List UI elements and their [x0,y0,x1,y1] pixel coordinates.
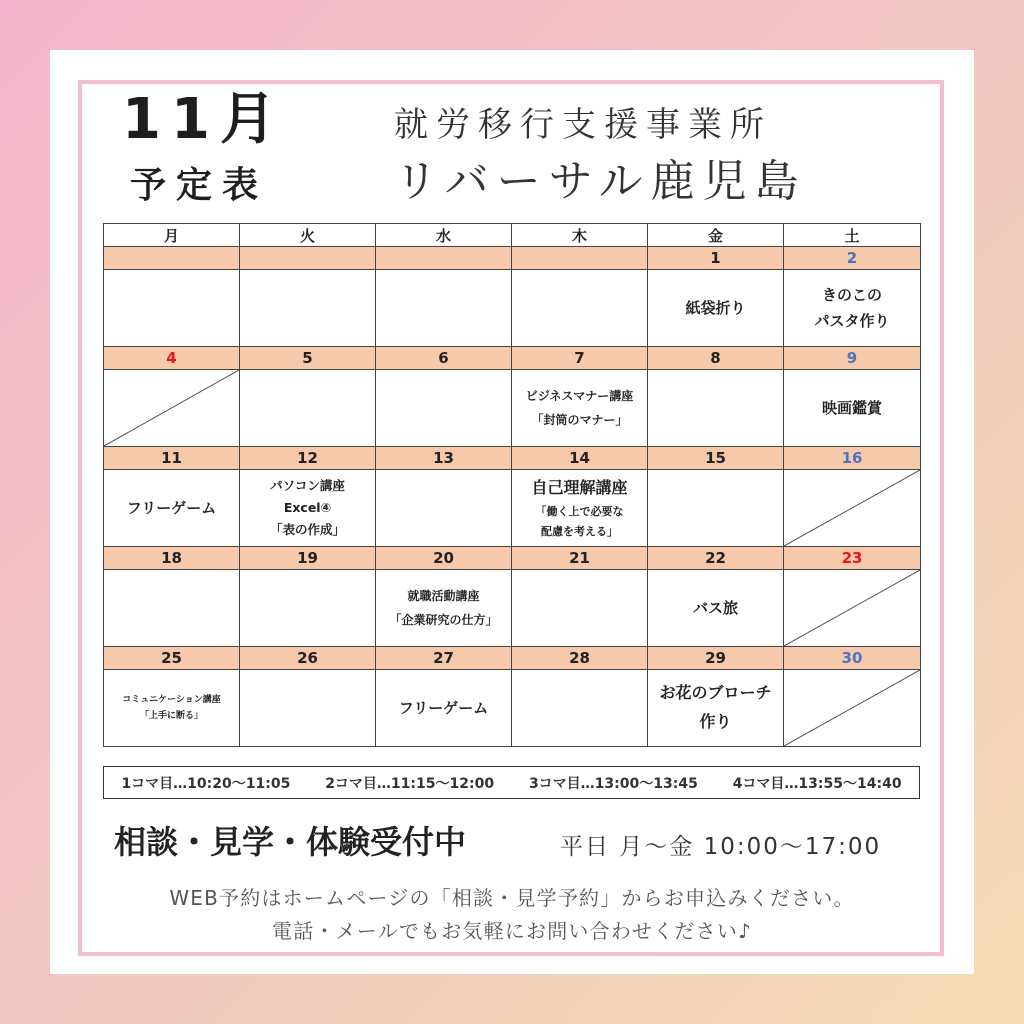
date-cell: 7 [512,347,648,370]
event-text: ビジネスマナー講座 「封筒のマナー」 [525,389,634,427]
time-slot-4: 4コマ目…13:55～14:40 [732,775,902,792]
date-row [104,347,921,370]
event-cell [512,270,648,347]
date-cell: 5 [240,347,376,370]
date-cell: 21 [512,547,648,570]
date-cell: 18 [104,547,240,570]
date-cell: 27 [376,647,512,670]
event-text: フリーゲーム [398,698,489,717]
date-cell: 19 [240,547,376,570]
date-cell: 22 [648,547,784,570]
event-row [104,370,921,447]
closed-day-slash [784,470,920,546]
date-cell: 26 [240,647,376,670]
event-cell [784,370,921,447]
weekday-wed: 水 [376,224,512,247]
event-cell [376,570,512,647]
web-reservation-note: WEB予約はホームページの「相談・見学予約」からお申込みください。 [169,886,855,910]
event-cell [648,270,784,347]
event-text: パソコン講座 Excel④ 「表の作成」 [269,478,345,537]
event-cell [104,470,240,547]
weekday-sat: 土 [784,224,921,247]
event-cell [104,670,240,747]
event-text: きのこの パスタ作り [814,285,890,330]
event-cell [104,570,240,647]
event-text: お花のブローチ 作り [659,683,772,731]
date-cell: 1 [648,247,784,270]
closed-day-slash [784,570,920,646]
event-cell [648,570,784,647]
event-cell [240,270,376,347]
event-row [104,470,921,547]
date-cell: 13 [376,447,512,470]
date-cell: 8 [648,347,784,370]
date-cell: 28 [512,647,648,670]
date-row [104,447,921,470]
time-slots-bar [103,766,920,799]
event-cell-closed [784,570,921,647]
time-slot-2: 2コマ目…11:15～12:00 [325,775,495,792]
date-cell [376,247,512,270]
date-row [104,247,921,270]
event-cell [376,370,512,447]
date-cell-saturday: 2 [784,247,921,270]
month-title: 11月 [122,87,286,152]
event-cell [104,270,240,347]
date-cell: 25 [104,647,240,670]
consultation-heading: 相談・見学・体験受付中 [114,823,467,861]
date-cell: 20 [376,547,512,570]
event-cell-closed [784,670,921,747]
event-cell [512,370,648,447]
calendar-table [103,223,921,747]
event-text: バス旅 [692,598,738,617]
weekday-tue: 火 [240,224,376,247]
event-cell [376,670,512,747]
date-cell: 14 [512,447,648,470]
date-cell: 6 [376,347,512,370]
date-cell: 12 [240,447,376,470]
time-slot-3: 3コマ目…13:00～13:45 [528,775,698,792]
business-hours: 平日 月～金 10:00～17:00 [560,834,882,860]
event-subtext: 「働く上で必要な 配慮を考える」 [535,505,624,538]
date-cell-holiday: 4 [104,347,240,370]
date-row [104,547,921,570]
date-cell-saturday: 9 [784,347,921,370]
event-text: 紙袋折り [685,298,746,317]
time-slot-1: 1コマ目…10:20～11:05 [121,775,291,792]
date-row [104,647,921,670]
date-cell [512,247,648,270]
date-cell: 15 [648,447,784,470]
event-cell [240,470,376,547]
weekday-fri: 金 [648,224,784,247]
event-cell [512,570,648,647]
date-cell [104,247,240,270]
event-cell [648,370,784,447]
event-cell [648,470,784,547]
event-cell [240,370,376,447]
schedule-card [50,50,974,974]
event-cell [240,570,376,647]
event-cell [784,270,921,347]
event-cell [376,470,512,547]
contact-note: 電話・メールでもお気軽にお問い合わせください♪ [272,919,752,943]
event-cell [376,270,512,347]
event-row [104,570,921,647]
event-cell [512,470,648,547]
closed-day-slash [784,670,920,746]
date-cell [240,247,376,270]
org-name-line2: リバーサル鹿児島 [394,156,807,207]
event-text: フリーゲーム [126,498,217,517]
date-cell-saturday: 30 [784,647,921,670]
org-name-line1: 就労移行支援事業所 [394,105,772,145]
weekday-thu: 木 [512,224,648,247]
date-cell: 29 [648,647,784,670]
event-text: コミュニケーション講座 「上手に断る」 [122,694,221,721]
schedule-label: 予定表 [130,165,269,206]
closed-day-slash [104,370,239,446]
event-text: 就職活動講座 「企業研究の仕方」 [389,589,498,627]
event-cell-closed [104,370,240,447]
event-text: 自己理解講座 [531,478,628,498]
weekday-mon: 月 [104,224,240,247]
date-cell-holiday: 23 [784,547,921,570]
event-cell [512,670,648,747]
date-cell-saturday: 16 [784,447,921,470]
event-cell [648,670,784,747]
event-row [104,670,921,747]
event-cell-closed [784,470,921,547]
event-row [104,270,921,347]
weekday-header-row [104,224,921,247]
event-cell [240,670,376,747]
date-cell: 11 [104,447,240,470]
event-text: 映画鑑賞 [821,398,882,417]
